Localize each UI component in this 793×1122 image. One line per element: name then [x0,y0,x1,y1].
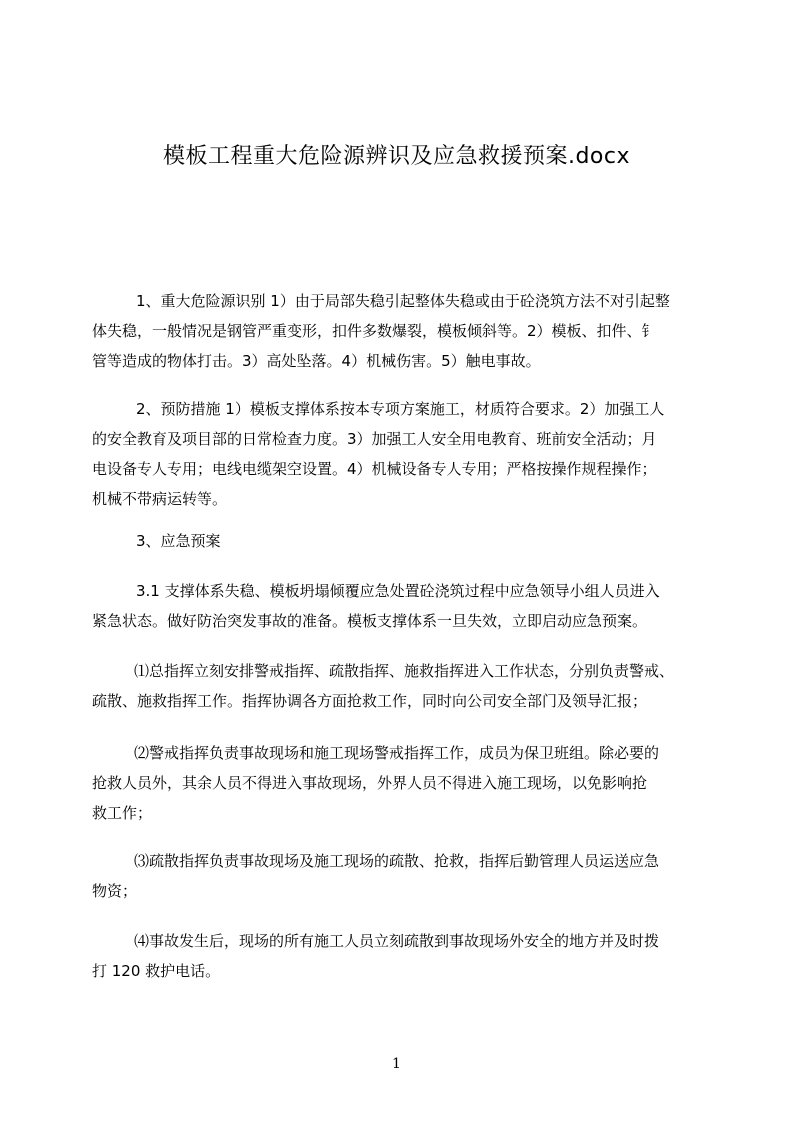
paragraph-line: 3、应急预案 [136,532,221,550]
paragraph-line: ⑷事故发生后，现场的所有施工人员立刻疏散到事故现场外安全的地方并及时拨 [134,932,660,950]
paragraph-line: 管等造成的物体打击。3）高处坠落。4）机械伤害。5）触电事故。 [92,352,541,370]
paragraph-prevention-measures [92,394,704,514]
paragraph-evacuation-duties [92,846,704,906]
paragraph-line: 3.1 支撑体系失稳、模板坍塌倾覆应急处置砼浇筑过程中应急领导小组人员进入 [136,582,660,600]
paragraph-line: 体失稳，一般情况是钢管严重变形，扣件多数爆裂，模板倾斜等。2）模板、扣件、钅 [92,322,657,340]
paragraph-line: 电设备专人专用；电线电缆架空设置。4）机械设备专人专用；严格按操作规程操作； [92,460,657,478]
paragraph-hazard-identification [92,286,704,376]
section-heading-emergency-plan [92,526,704,556]
paragraph-support-failure [92,576,704,636]
document-title: 模板工程重大危险源辨识及应急救援预案.docx [162,144,631,169]
paragraph-line: 的安全教育及项目部的日常检查力度。3）加强工人安全用电教育、班前安全活动；月 [92,430,657,448]
paragraph-line: ⑴总指挥立刻安排警戒指挥、疏散指挥、施救指挥进入工作状态，分别负责警戒、 [134,662,675,680]
paragraph-commander-duties [92,656,704,716]
paragraph-line: 打 120 救护电话。 [92,962,221,980]
paragraph-line: ⑶疏散指挥负责事故现场及施工现场的疏散、抢救，指挥后勤管理人员运送应急 [134,852,660,870]
paragraph-line: 物资； [92,882,138,900]
paragraph-line: 疏散、施救指挥工作。指挥协调各方面抢救工作，同时向公司安全部门及领导汇报； [92,692,648,710]
page-number: 1 [392,1056,401,1072]
paragraph-line: 抢救人员外，其余人员不得进入事故现场，外界人员不得进入施工现场，以免影响抢 [92,774,648,792]
paragraph-line: 救工作； [92,804,153,822]
paragraph-line: 紧急状态。做好防治突发事故的准备。模板支撑体系一旦失效，立即启动应急预案。 [92,612,648,630]
paragraph-line: ⑵警戒指挥负责事故现场和施工现场警戒指挥工作，成员为保卫班组。除必要的 [134,744,660,762]
paragraph-line: 2、预防措施 1）模板支撑体系按本专项方案施工，材质符合要求。2）加强工人 [136,400,665,418]
paragraph-accident-response [92,926,704,986]
paragraph-cordon-duties [92,738,704,828]
paragraph-line: 1、重大危险源识别 1）由于局部失稳引起整体失稳或由于砼浇筑方法不对引起整 [136,292,670,310]
paragraph-line: 机械不带病运转等。 [92,490,228,508]
